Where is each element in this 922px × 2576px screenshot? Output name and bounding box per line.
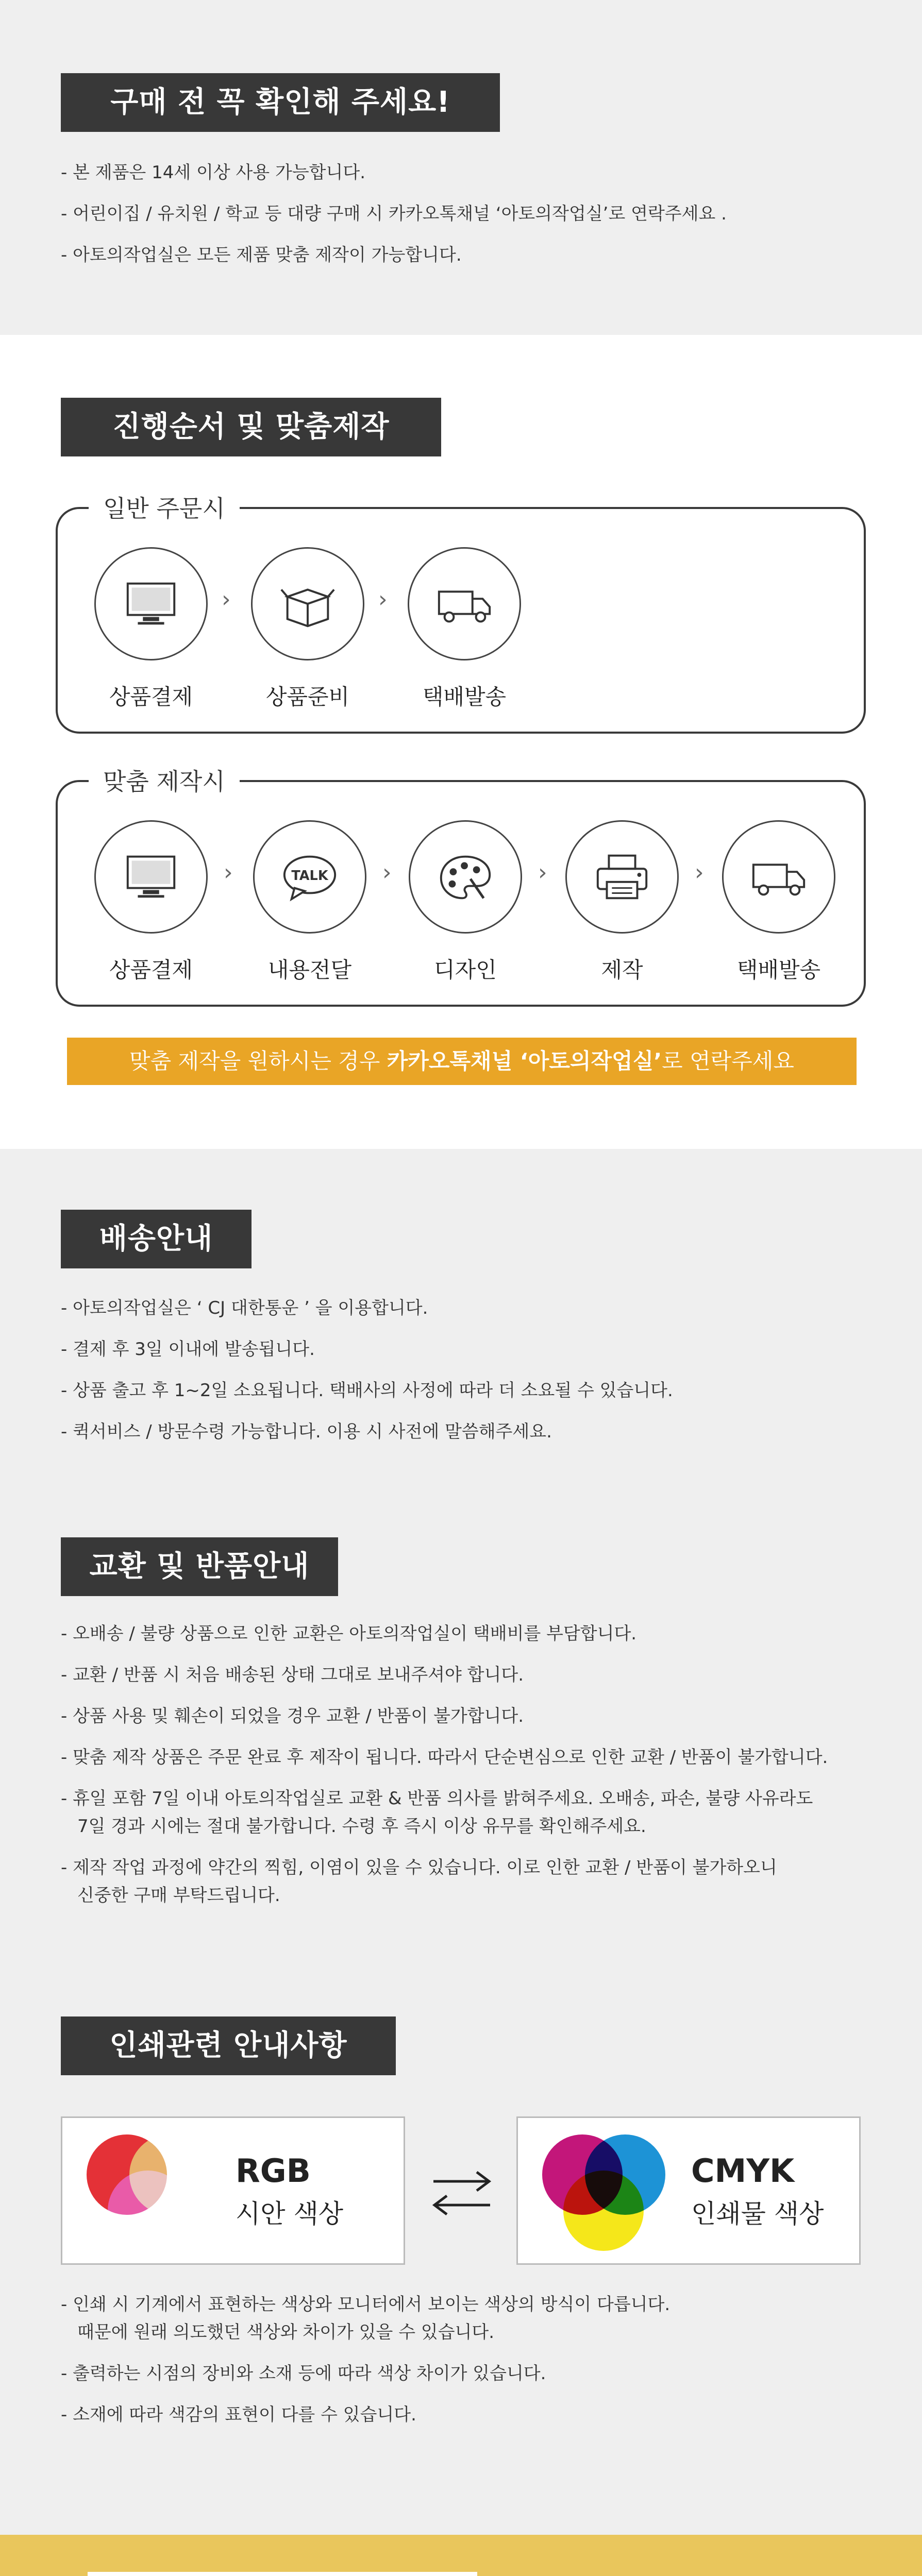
step-payment (92, 820, 210, 984)
rgb-box (61, 2116, 405, 2265)
purchase-inquiry-label (88, 2572, 477, 2576)
chevron-right-icon: › (222, 586, 231, 613)
banner-highlight: 카카오톡채널 ‘아토의작업실’ (387, 1048, 662, 1074)
step-production (563, 820, 681, 984)
cmyk-title: CMYK (691, 2152, 795, 2190)
swap-arrows-icon (431, 2168, 493, 2217)
delivery-truck-icon (408, 547, 521, 660)
list-item: - 아토의작업실은 모든 제품 맞춤 제작이 가능합니다. (61, 245, 462, 265)
rgb-title: RGB (236, 2152, 311, 2190)
notice-title: 구매 전 꼭 확인해 주세요! (61, 73, 500, 132)
general-order-label: 일반 주문시 (89, 490, 240, 527)
delivery-truck-icon (722, 820, 835, 934)
cmyk-subtitle: 인쇄물 색상 (691, 2199, 824, 2229)
list-item: - 본 제품은 14세 이상 사용 가능합니다. (61, 162, 366, 183)
monitor-icon (94, 547, 208, 660)
list-item: - 아토의작업실은 ‘ CJ 대한통운 ’ 을 이용합니다. (61, 1298, 428, 1318)
chevron-right-icon: › (538, 859, 547, 886)
step-label: 내용전달 (267, 957, 352, 982)
list-item: - 제작 작업 과정에 약간의 찍힘, 이염이 있을 수 있습니다. 이로 인한 교환 / 반품이 불가하오니 신중한 구매 부탁드립니다. (61, 1857, 777, 1906)
notice-list (61, 159, 727, 282)
shipping-title: 배송안내 (61, 1210, 252, 1268)
list-item: - 상품 출고 후 1~2일 소요됩니다. 택배사의 사정에 따라 더 소요될 수 있습니다. (61, 1380, 673, 1401)
talk-text: TALK (291, 868, 328, 884)
step-payment (92, 547, 210, 711)
list-item: - 소재에 따라 색감의 표현이 다를 수 있습니다. (61, 2404, 416, 2425)
list-item: - 어린이집 / 유치원 / 학교 등 대량 구매 시 카카오톡채널 ‘아토의작업실’로 연락주세요 . (61, 204, 727, 224)
list-item: - 인쇄 시 기계에서 표현하는 색상와 모니터에서 보이는 색상의 방식이 다릅니다. 때문에 원래 의도했던 색상와 차이가 있을 수 있습니다. (61, 2294, 670, 2343)
chevron-right-icon: › (224, 859, 233, 886)
list-item: - 휴일 포함 7일 이내 아토의작업실로 교환 & 반품 의사를 밝혀주세요. 오배송, 파손, 불량 사유라도 7일 경과 시에는 절대 불가합니다. 수령 후 즉시 이상 유무를 확인해주세요. (61, 1788, 813, 1837)
list-item: - 퀵서비스 / 방문수령 가능합니다. 이용 시 사전에 말씀해주세요. (61, 1421, 552, 1442)
rgb-circles-icon (78, 2128, 217, 2257)
step-label: 택배발송 (422, 684, 507, 709)
step-delivery (719, 820, 838, 984)
step-delivery (405, 547, 524, 711)
talk-bubble-icon (253, 820, 366, 934)
custom-order-label: 맞춤 제작시 (89, 764, 240, 800)
exchange-title: 교환 및 반품안내 (61, 1537, 338, 1596)
contact-section (0, 2535, 922, 2576)
info-section (0, 1149, 922, 2535)
cmyk-circles-icon (533, 2128, 673, 2257)
step-label: 디자인 (434, 957, 497, 982)
banner-suffix: 로 연락주세요 (662, 1048, 794, 1074)
box-icon (251, 547, 364, 660)
chevron-right-icon: › (378, 586, 388, 613)
list-item: - 오배송 / 불량 상품으로 인한 교환은 아토의작업실이 택배비를 부담합니다. (61, 1623, 637, 1644)
step-label: 택배발송 (736, 957, 821, 982)
printer-icon (565, 820, 679, 934)
print-title: 인쇄관련 안내사항 (61, 2016, 396, 2075)
banner-prefix: 맞춤 제작을 원하시는 경우 (129, 1048, 387, 1074)
step-label: 상품결제 (109, 684, 193, 709)
step-label: 상품결제 (109, 957, 193, 982)
notice-section (0, 0, 922, 335)
kakao-banner (67, 1038, 857, 1085)
chevron-right-icon: › (382, 859, 392, 886)
list-item: - 맞춤 제작 상품은 주문 완료 후 제작이 됩니다. 따라서 단순변심으로 인한 교환 / 반품이 불가합니다. (61, 1747, 828, 1768)
list-item: - 출력하는 시점의 장비와 소재 등에 따라 색상 차이가 있습니다. (61, 2363, 546, 2384)
exchange-list (61, 1620, 828, 1923)
print-list (61, 2291, 670, 2442)
chevron-right-icon: › (695, 859, 704, 886)
palette-icon (409, 820, 522, 934)
step-design (406, 820, 525, 984)
cmyk-box (516, 2116, 861, 2265)
custom-order-group (56, 768, 866, 1007)
rgb-subtitle: 시안 색상 (236, 2199, 344, 2229)
shipping-list (61, 1294, 673, 1459)
list-item: - 결제 후 3일 이내에 발송됩니다. (61, 1339, 315, 1360)
process-section (0, 335, 922, 1149)
general-order-group (56, 495, 866, 734)
list-item: - 교환 / 반품 시 처음 배송된 상태 그대로 보내주셔야 합니다. (61, 1665, 524, 1685)
list-item: - 상품 사용 및 훼손이 되었을 경우 교환 / 반품이 불가합니다. (61, 1706, 524, 1726)
step-label: 제작 (601, 957, 643, 982)
step-prepare (248, 547, 367, 711)
process-title: 진행순서 및 맞춤제작 (61, 398, 441, 456)
step-label: 상품준비 (265, 684, 350, 709)
step-message (250, 820, 369, 984)
monitor-icon (94, 820, 208, 934)
